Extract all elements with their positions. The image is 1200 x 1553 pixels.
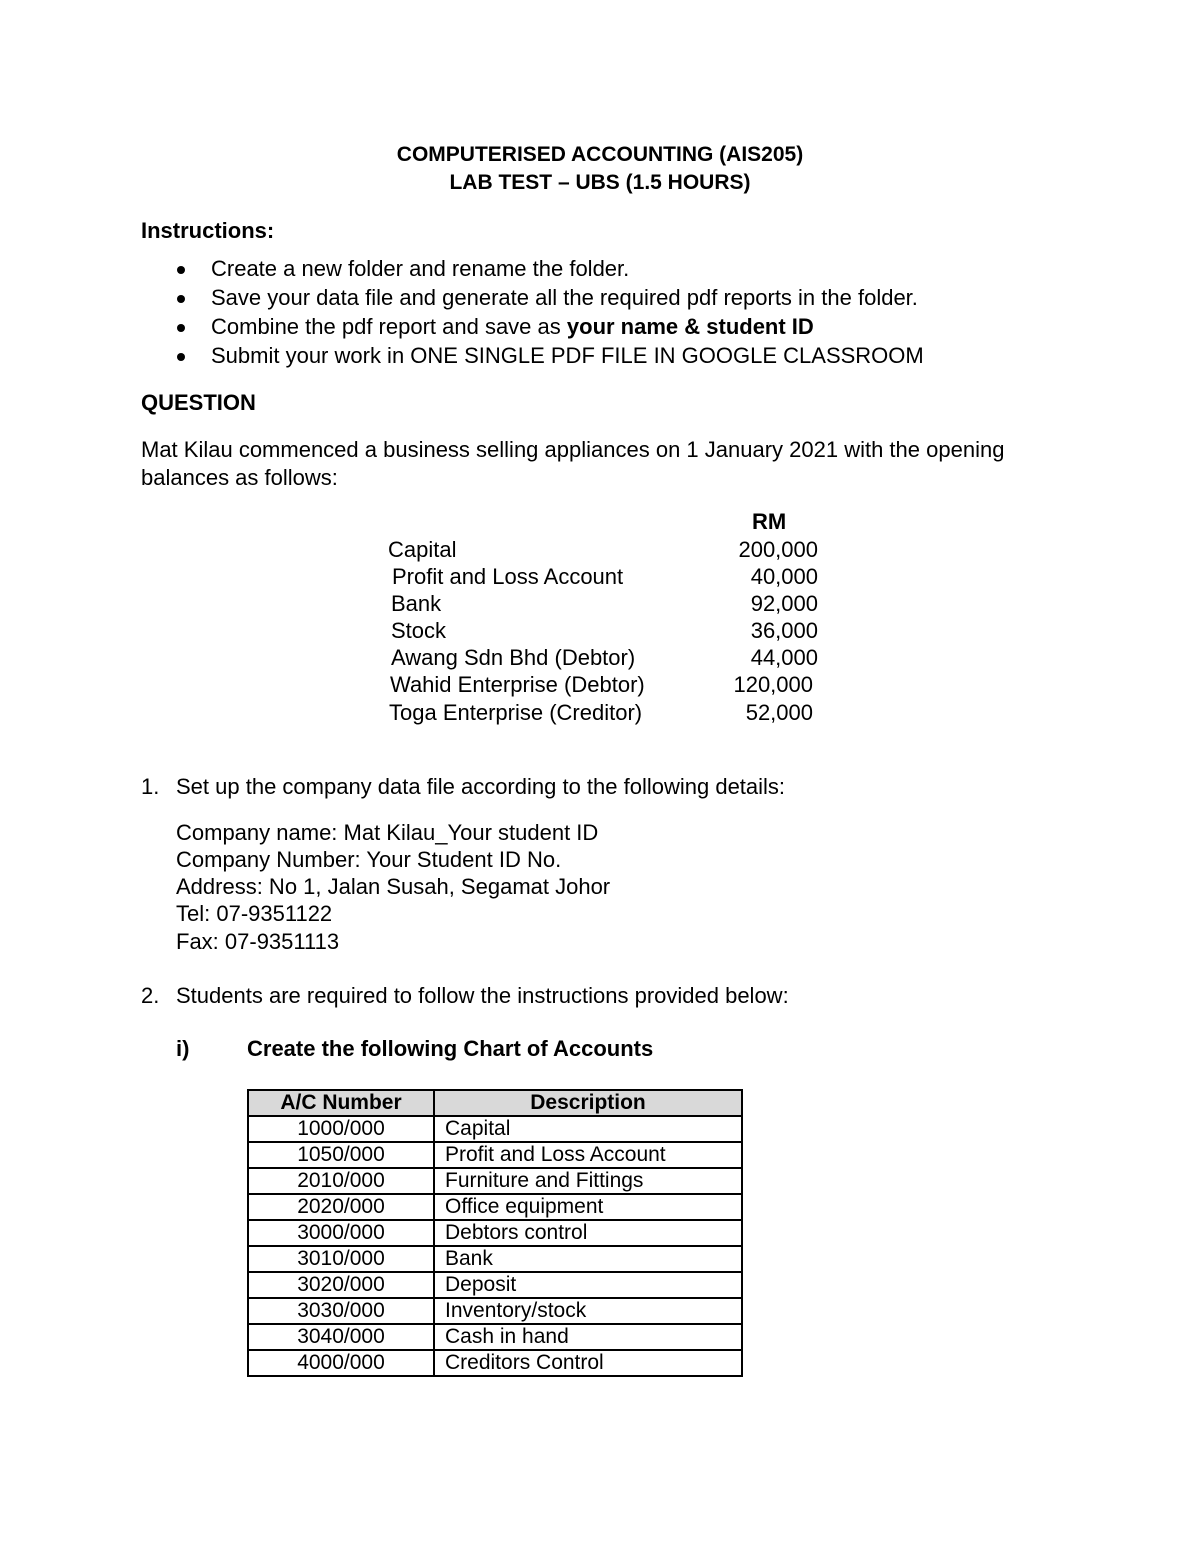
description-cell: Creditors Control [434,1350,742,1376]
balance-row [392,564,832,591]
balance-row [391,645,831,672]
table-row [248,1298,742,1324]
balance-row [388,537,828,564]
document-title: COMPUTERISED ACCOUNTING (AIS205) [396,143,804,166]
task1-text: Set up the company data file according to the following details: [176,774,786,799]
instructions-heading: Instructions: [141,218,275,243]
description-cell: Capital [434,1116,742,1142]
description-cell: Office equipment [434,1194,742,1220]
company-name: Company name: Mat Kilau_Your student ID [176,820,599,845]
company-address: Address: No 1, Jalan Susah, Segamat Johor [176,874,611,899]
description-cell: Inventory/stock [434,1298,742,1324]
instruction-item-text: Combine the pdf report and save as [211,314,567,339]
currency-header: RM [752,509,787,534]
question-intro-line1: Mat Kilau commenced a business selling appliances on 1 January 2021 with the opening [141,437,1005,462]
instruction-item: Submit your work in ONE SINGLE PDF FILE IN GOOGLE CLASSROOM [211,343,924,368]
bullet-icon [177,295,185,303]
task2-number: 2. [141,983,160,1008]
column-header-ac-number: A/C Number [248,1090,434,1116]
balance-row [389,700,829,727]
balance-amount: 52,000 [745,700,813,725]
balance-label: Capital [388,537,457,562]
ac-number-cell: 1000/000 [248,1116,434,1142]
task2-text: Students are required to follow the instructions provided below: [176,983,789,1008]
balance-row [391,591,831,618]
question-intro-line2: balances as follows: [141,465,338,490]
description-cell: Deposit [434,1272,742,1298]
table-row [248,1194,742,1220]
table-row [248,1142,742,1168]
description-cell: Furniture and Fittings [434,1168,742,1194]
ac-number-cell: 1050/000 [248,1142,434,1168]
table-header-row [248,1090,742,1116]
bullet-icon [177,324,185,332]
balance-row [390,672,830,699]
ac-number-cell: 2010/000 [248,1168,434,1194]
description-cell: Debtors control [434,1220,742,1246]
balance-label: Profit and Loss Account [392,564,624,589]
balance-amount: 36,000 [750,618,818,643]
table-row [248,1350,742,1376]
balance-label: Bank [391,591,442,616]
description-cell: Bank [434,1246,742,1272]
column-header-description: Description [434,1090,742,1116]
table-row [248,1272,742,1298]
subtask-heading: Create the following Chart of Accounts [247,1036,654,1061]
ac-number-cell: 3020/000 [248,1272,434,1298]
bullet-icon [177,353,185,361]
balance-amount: 40,000 [750,564,818,589]
balance-amount: 120,000 [733,672,813,697]
instruction-item [211,314,814,340]
ac-number-cell: 4000/000 [248,1350,434,1376]
table-row [248,1246,742,1272]
ac-number-cell: 3010/000 [248,1246,434,1272]
ac-number-cell: 3030/000 [248,1298,434,1324]
balance-label: Stock [391,618,447,643]
description-cell: Profit and Loss Account [434,1142,742,1168]
balance-label: Awang Sdn Bhd (Debtor) [391,645,636,670]
table-row [248,1168,742,1194]
ac-number-cell: 3000/000 [248,1220,434,1246]
company-tel: Tel: 07-9351122 [176,901,333,926]
question-heading: QUESTION [141,390,256,415]
balance-amount: 92,000 [750,591,818,616]
description-cell: Cash in hand [434,1324,742,1350]
ac-number-cell: 2020/000 [248,1194,434,1220]
subtask-number: i) [176,1036,190,1061]
balance-label: Wahid Enterprise (Debtor) [390,672,645,697]
balance-row [391,618,831,645]
table-row [248,1220,742,1246]
company-fax: Fax: 07-9351113 [176,929,340,954]
instruction-item-bold: your name & student ID [566,314,814,339]
balance-label: Toga Enterprise (Creditor) [389,700,643,725]
ac-number-cell: 3040/000 [248,1324,434,1350]
table-row [248,1324,742,1350]
balance-amount: 200,000 [738,537,818,562]
chart-of-accounts-table [247,1089,743,1377]
balance-amount: 44,000 [750,645,818,670]
task1-number: 1. [141,774,160,799]
instruction-item: Save your data file and generate all the required pdf reports in the folder. [211,285,918,310]
instruction-item: Create a new folder and rename the folder. [211,256,630,281]
table-row [248,1116,742,1142]
document-subtitle: LAB TEST – UBS (1.5 HOURS) [449,171,751,194]
bullet-icon [177,266,185,274]
company-number: Company Number: Your Student ID No. [176,847,562,872]
